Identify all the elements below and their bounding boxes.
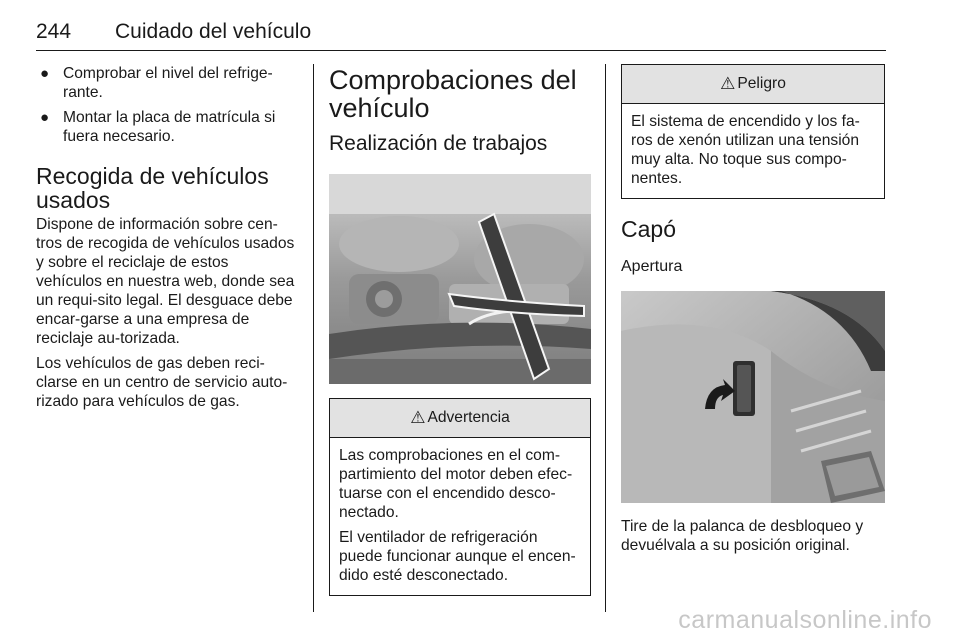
warning-box-header [330, 399, 590, 438]
section-heading: Capó [621, 216, 676, 242]
warning-box-title: Advertencia [427, 409, 510, 426]
section-heading: Comprobaciones del vehículo [329, 65, 577, 123]
page-number: 244 [36, 20, 72, 43]
list-item-text: Comprobar el nivel del refrige-rante. [63, 65, 273, 101]
list-item [36, 108, 298, 146]
section-title: Cuidado del vehículo [115, 20, 312, 43]
warning-paragraph: El ventilador de refrigeración puede funcionar aunque el encen-dido esté desconectado. [339, 529, 576, 584]
column-left [36, 64, 298, 411]
danger-box-header [622, 65, 884, 104]
column-divider [313, 64, 314, 612]
body-paragraph: Dispone de información sobre cen-tros de recogida de vehículos usados y sobre el reciclaje de estos vehículos en nuestra web, donde sea un requi-sito legal. El desguace debe encar-garse a una empresa de reciclaje au-torizada. [36, 216, 295, 347]
bullet-icon: ● [40, 109, 50, 126]
column-middle [329, 64, 591, 596]
page-header [36, 6, 886, 51]
danger-paragraph: El sistema de encendido y los fa-ros de xenón utilizan una tensión muy alta. No toque sus compo-nentes. [631, 113, 860, 187]
danger-box [621, 64, 885, 199]
warning-box-body [330, 438, 590, 595]
danger-box-body [622, 104, 884, 198]
column-divider [605, 64, 606, 612]
list-item-text: Montar la placa de matrícula si fuera necesario. [63, 109, 276, 145]
watermark-logo: carmanualsonline.info [678, 606, 932, 634]
caption-paragraph: Tire de la palanca de desbloqueo y devuélvala a su posición original. [621, 518, 864, 554]
bullet-list [36, 64, 298, 146]
section-heading: Recogida de vehículos usados [36, 163, 269, 213]
bullet-icon: ● [40, 65, 50, 82]
warning-paragraph: Las comprobaciones en el com-partimiento del motor deben efec-tuarse con el encendido desco-nectado. [339, 447, 573, 521]
body-paragraph: Los vehículos de gas deben reci-clarse en un centro de servicio auto-rizado para vehículos de gas. [36, 355, 288, 410]
warning-triangle-icon: ⚠ [720, 74, 736, 93]
subsection-heading: Realización de trabajos [329, 132, 548, 155]
warning-triangle-icon: ⚠ [410, 408, 426, 427]
subsection-heading: Apertura [621, 258, 683, 275]
list-item [36, 64, 298, 102]
danger-box-title: Peligro [737, 75, 786, 92]
hood-release-photo [621, 291, 885, 503]
warning-box [329, 398, 591, 596]
column-right [621, 64, 885, 555]
engine-bay-photo [329, 174, 591, 384]
